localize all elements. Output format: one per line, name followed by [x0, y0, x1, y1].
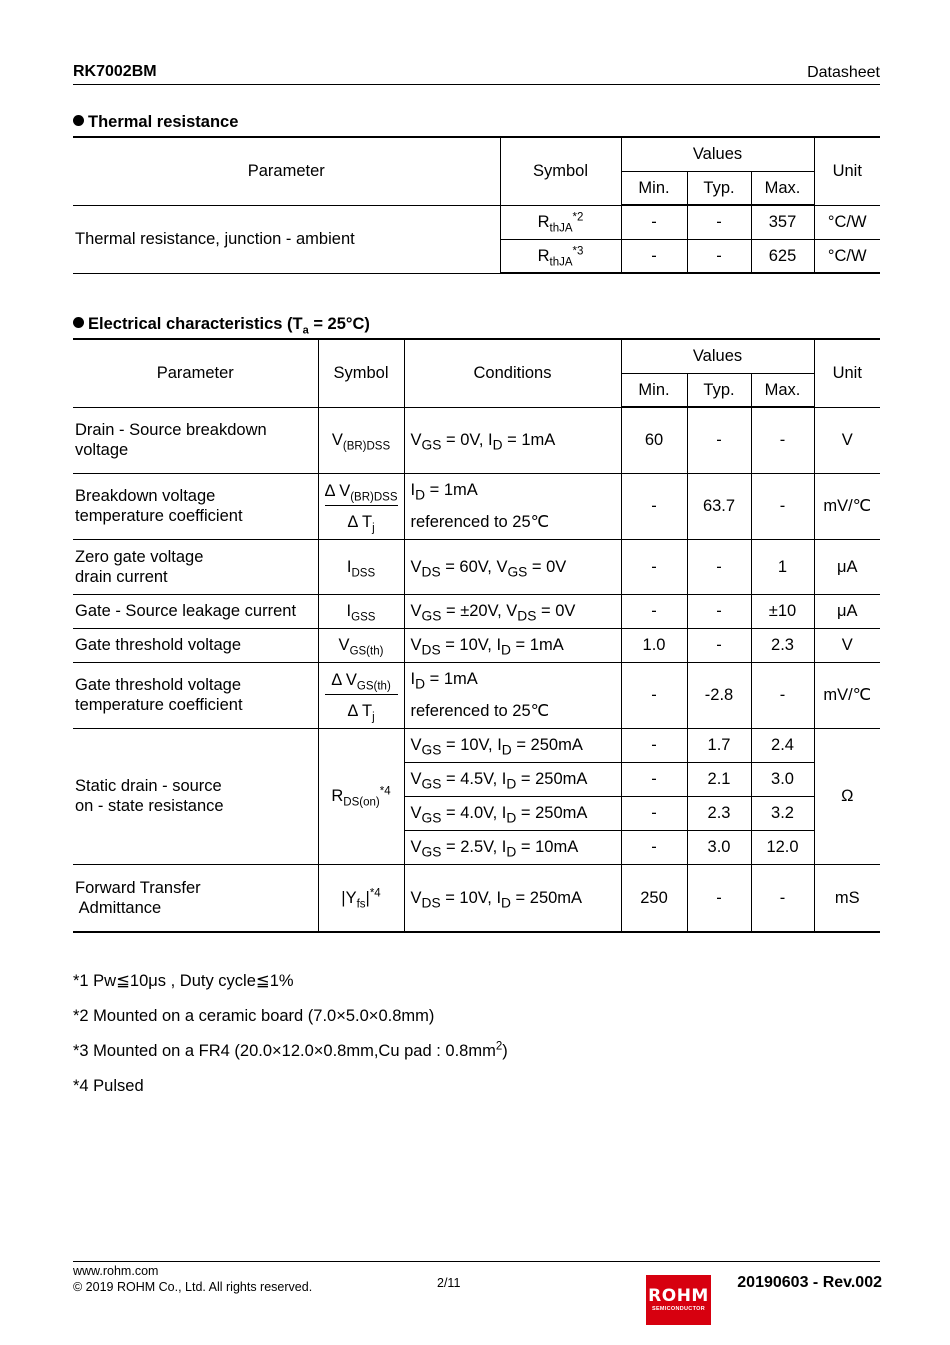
- symbol-rthja-2: $R_{thJA}^{*2}$: [500, 205, 621, 239]
- page-number: 2/11: [437, 1276, 461, 1290]
- footnotes: [73, 970, 508, 1110]
- symbol-rds: $R_{DS(on)}^{*4}$: [318, 728, 404, 864]
- cell-min: -: [621, 239, 687, 273]
- table-row: [73, 539, 880, 594]
- param-bvdss: Drain - Source breakdown voltage: [73, 407, 318, 473]
- cell-typ: -: [687, 239, 751, 273]
- cond-bvdss: $V_{GS} = 0V$, $I_D = 1mA$: [404, 407, 621, 473]
- cond-vth: $V_{DS} = 10V$, $I_D = 1mA$: [404, 628, 621, 662]
- cell-typ: -: [687, 539, 751, 594]
- th-max: Max.: [751, 171, 814, 205]
- th-values: Values: [621, 339, 814, 373]
- doc-type: Datasheet: [807, 64, 880, 81]
- cell-unit: °C/W: [814, 205, 880, 239]
- cell-min: -: [621, 762, 687, 796]
- cell-unit: mV/℃: [814, 662, 880, 728]
- param-bvtc: Breakdown voltage temperature coefficient: [73, 473, 318, 539]
- th-unit: Unit: [814, 137, 880, 205]
- cell-min: -: [621, 728, 687, 762]
- th-max: Max.: [751, 373, 814, 407]
- symbol-bvdss: $V_{(BR)DSS}$: [318, 407, 404, 473]
- cell-typ: -: [687, 205, 751, 239]
- symbol-vthtc: Δ $V_{GS(th)}$ Δ $T_j$: [318, 662, 404, 728]
- cell-max: 1: [751, 539, 814, 594]
- param-vth: Gate threshold voltage: [73, 628, 318, 662]
- cond-bvtc: $I_D = 1mA$ referenced to 25℃: [404, 473, 621, 539]
- table-row: [73, 864, 880, 932]
- symbol-yfs: $|Y_{fs}|^{*4}$: [318, 864, 404, 932]
- footnote-3: *3 Mounted on a FR4 (20.0×12.0×0.8mm,Cu pad : $0.8mm^2$): [73, 1040, 508, 1060]
- header-divider: [73, 84, 880, 85]
- cell-min: -: [621, 539, 687, 594]
- cell-typ: 3.0: [687, 830, 751, 864]
- table-row: [73, 407, 880, 473]
- param-idss: Zero gate voltage drain current: [73, 539, 318, 594]
- cell-typ: 2.1: [687, 762, 751, 796]
- electrical-table: [73, 338, 880, 933]
- symbol-rthja-3: $R_{thJA}^{*3}$: [500, 239, 621, 273]
- footnote-1: *1 Pw≦10μs , Duty cycle≦1%: [73, 972, 294, 990]
- symbol-igss: $I_{GSS}$: [318, 594, 404, 628]
- bullet-icon: [73, 317, 84, 328]
- thermal-section-title: Thermal resistance: [73, 113, 238, 132]
- footer-divider: [73, 1261, 880, 1262]
- th-symbol: Symbol: [318, 339, 404, 407]
- cond-rds: $V_{GS} = 10V$, $I_D = 250mA$: [404, 728, 621, 762]
- cell-typ: -2.8: [687, 662, 751, 728]
- param-igss: Gate - Source leakage current: [73, 594, 318, 628]
- th-parameter: Parameter: [73, 137, 500, 205]
- cell-min: -: [621, 205, 687, 239]
- cell-unit: Ω: [814, 728, 880, 864]
- bullet-icon: [73, 115, 84, 126]
- th-conditions: Conditions: [404, 339, 621, 407]
- table-row: [73, 205, 880, 239]
- cell-typ: 63.7: [687, 473, 751, 539]
- cond-rds: $V_{GS} = 2.5V$, $I_D = 10mA$: [404, 830, 621, 864]
- electrical-section-title: Electrical characteristics $(T_a = 25^\circ C)$: [73, 315, 370, 334]
- th-values: Values: [621, 137, 814, 171]
- cell-max: -: [751, 473, 814, 539]
- cond-rds: $V_{GS} = 4.0V$, $I_D = 250mA$: [404, 796, 621, 830]
- cell-min: -: [621, 594, 687, 628]
- th-symbol: Symbol: [500, 137, 621, 205]
- table-row: [73, 728, 880, 762]
- table-row: [73, 662, 880, 728]
- footnote-2: *2 Mounted on a ceramic board (7.0×5.0×0.8mm): [73, 1007, 435, 1025]
- cell-max: 3.2: [751, 796, 814, 830]
- thermal-table: [73, 136, 880, 274]
- cell-typ: 2.3: [687, 796, 751, 830]
- revision: 20190603 - Rev.002: [737, 1274, 882, 1291]
- cell-unit: °C/W: [814, 239, 880, 273]
- th-typ: Typ.: [687, 171, 751, 205]
- cell-unit: mS: [814, 864, 880, 932]
- param-yfs: Forward Transfer Admittance: [73, 864, 318, 932]
- cell-unit: μA: [814, 539, 880, 594]
- table-row: [73, 628, 880, 662]
- table-row: [73, 594, 880, 628]
- cell-typ: -: [687, 594, 751, 628]
- cell-min: 250: [621, 864, 687, 932]
- part-number: RK7002BM: [73, 63, 157, 80]
- cell-min: -: [621, 662, 687, 728]
- cell-max: 3.0: [751, 762, 814, 796]
- cell-min: -: [621, 830, 687, 864]
- cond-igss: $V_{GS} = \pm 20V$, $V_{DS} = 0V$: [404, 594, 621, 628]
- cell-max: 2.4: [751, 728, 814, 762]
- cell-max: 2.3: [751, 628, 814, 662]
- cell-typ: 1.7: [687, 728, 751, 762]
- cell-unit: μA: [814, 594, 880, 628]
- th-min: Min.: [621, 171, 687, 205]
- cell-max: -: [751, 407, 814, 473]
- symbol-vth: $V_{GS(th)}$: [318, 628, 404, 662]
- cell-max: 357: [751, 205, 814, 239]
- th-typ: Typ.: [687, 373, 751, 407]
- cell-unit: V: [814, 407, 880, 473]
- th-min: Min.: [621, 373, 687, 407]
- table-row: [73, 473, 880, 539]
- cell-typ: -: [687, 628, 751, 662]
- footnote-4: *4 Pulsed: [73, 1077, 144, 1095]
- cell-max: -: [751, 864, 814, 932]
- cell-min: -: [621, 796, 687, 830]
- symbol-bvtc: Δ $V_{(BR)DSS}$ Δ $T_j$: [318, 473, 404, 539]
- cell-min: -: [621, 473, 687, 539]
- cell-max: -: [751, 662, 814, 728]
- cell-typ: -: [687, 864, 751, 932]
- param-vthtc: Gate threshold voltage temperature coefficient: [73, 662, 318, 728]
- cond-idss: $V_{DS} = 60V$, $V_{GS} = 0V$: [404, 539, 621, 594]
- cell-unit: mV/℃: [814, 473, 880, 539]
- cell-max: 625: [751, 239, 814, 273]
- symbol-idss: $I_{DSS}$: [318, 539, 404, 594]
- cell-min: 60: [621, 407, 687, 473]
- param-thermal: Thermal resistance, junction - ambient: [73, 205, 500, 273]
- cond-yfs: $V_{DS} = 10V$, $I_D = 250mA$: [404, 864, 621, 932]
- cell-unit: V: [814, 628, 880, 662]
- cond-rds: $V_{GS} = 4.5V$, $I_D = 250mA$: [404, 762, 621, 796]
- cell-max: ±10: [751, 594, 814, 628]
- th-parameter: Parameter: [73, 339, 318, 407]
- rohm-logo: ROHM SEMICONDUCTOR: [646, 1275, 711, 1325]
- cell-typ: -: [687, 407, 751, 473]
- footer-copyright: © 2019 ROHM Co., Ltd. All rights reserved.: [73, 1280, 313, 1294]
- cell-max: 12.0: [751, 830, 814, 864]
- footer-website: www.rohm.com: [73, 1264, 159, 1278]
- cell-min: 1.0: [621, 628, 687, 662]
- th-unit: Unit: [814, 339, 880, 407]
- param-rds: Static drain - source on - state resistance: [73, 728, 318, 864]
- cond-vthtc: $I_D = 1mA$ referenced to 25℃: [404, 662, 621, 728]
